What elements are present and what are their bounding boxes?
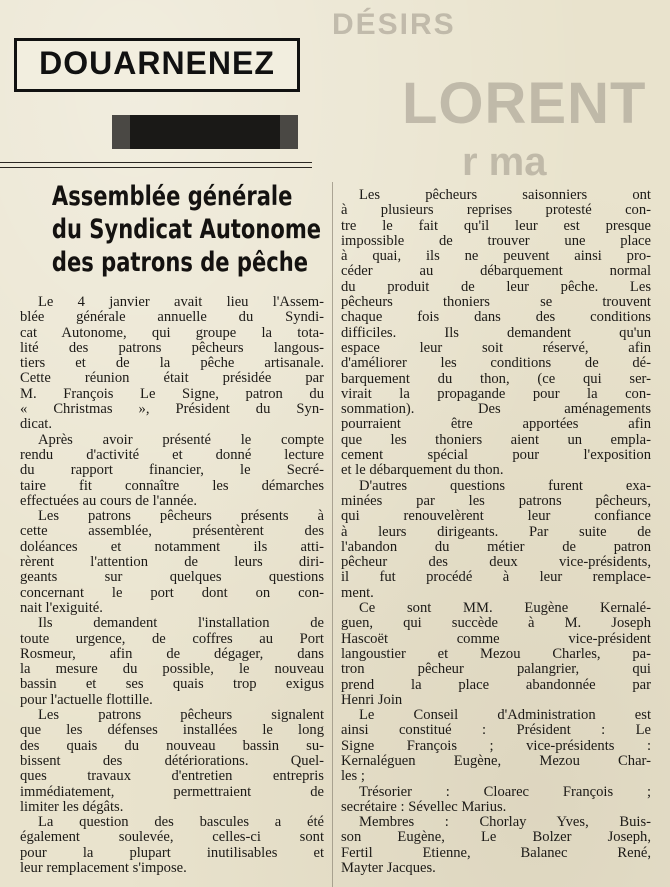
article-line: Signe François ; vice-présidents : bbox=[341, 737, 651, 754]
article-line: tiers et de la pêche artisanale. bbox=[20, 355, 324, 372]
article-line: taire fit connaître les démarches bbox=[20, 477, 324, 494]
article-line: « Christmas », Président du Syn- bbox=[20, 401, 324, 418]
article-line: Cette réunion était présidée par bbox=[20, 370, 324, 387]
article-line: dicat. bbox=[20, 416, 53, 433]
article-line: M. François Le Signe, patron du bbox=[20, 385, 324, 402]
article-line: concernant le port dont on con- bbox=[20, 584, 324, 601]
article-line: difficiles. Ils demandent qu'un bbox=[341, 324, 651, 341]
article-line: Fertil Etienne, Balanec René, bbox=[341, 844, 651, 861]
article-line: les ; bbox=[341, 768, 365, 785]
article-line: tre le fait qu'il leur est presque bbox=[341, 217, 651, 234]
article-line: barquement du thon, (ce qui ser- bbox=[341, 370, 651, 387]
article-line: Hascoët comme vice-président bbox=[341, 630, 651, 647]
article-line: ainsi constitué : Président : Le bbox=[341, 722, 651, 739]
article-line: virait la propagande pour la con- bbox=[341, 385, 651, 402]
article-line: du produit de leur pêche. Les bbox=[341, 278, 651, 295]
article-line: Trésorier : Cloarec François ; bbox=[359, 783, 651, 800]
article-line: leur remplacement s'impose. bbox=[20, 859, 187, 876]
headline-line: des patrons de pêche bbox=[51, 247, 309, 278]
article-line: lité des patrons pêcheurs langous- bbox=[20, 339, 324, 356]
article-line: geants sur quelques questions bbox=[20, 569, 324, 586]
article-line: pêcheur des deux vice-présidents, bbox=[341, 554, 651, 571]
article-line: immédiatement, permettraient de bbox=[20, 783, 324, 800]
article-line: blée générale annuelle du Syndi- bbox=[20, 309, 324, 326]
article-line: impossible de trouver une place bbox=[341, 232, 651, 249]
article-line: Le 4 janvier avait lieu l'Assem- bbox=[38, 294, 324, 310]
header-bar-shade bbox=[112, 115, 130, 149]
article-line: à quai, ils ne peuvent ainsi pro- bbox=[341, 248, 651, 265]
article-line: et le débarquement du thon. bbox=[341, 462, 504, 479]
article-line: bissent des détériorations. Quel- bbox=[20, 752, 324, 769]
show-through-line: r ma bbox=[462, 140, 547, 184]
article-line: tron pêcheur palangrier, qui bbox=[341, 661, 651, 678]
article-line: rendu d'activité et donné lecture bbox=[20, 446, 324, 463]
article-line: d'améliorer les conditions de dé- bbox=[341, 355, 651, 372]
article-line: son Eugène, Le Bolzer Joseph, bbox=[341, 829, 651, 846]
article-line: Les pêcheurs saisonniers ont bbox=[359, 187, 651, 203]
article-line: Kernaléguen Eugène, Mezou Char- bbox=[341, 752, 651, 769]
article-line: Les patrons pêcheurs présents à bbox=[38, 508, 324, 525]
article-line: Henri Join bbox=[341, 691, 403, 708]
article-line: l'abandon du métier de patron bbox=[341, 538, 651, 555]
section-title: DOUARNENEZ bbox=[39, 45, 275, 81]
header-black-bar bbox=[112, 115, 298, 149]
article-column-right bbox=[341, 188, 651, 876]
header-rule bbox=[0, 162, 312, 163]
article-line: rèrent l'attention de leurs diri- bbox=[20, 554, 324, 571]
article-line: que les défenses installées le long bbox=[20, 722, 324, 739]
article-line: Membres : Chorlay Yves, Buis- bbox=[359, 814, 651, 831]
article-line: à plusieurs reprises protesté con- bbox=[341, 202, 651, 219]
show-through-text bbox=[322, 0, 670, 184]
article-line: Les patrons pêcheurs signalent bbox=[38, 707, 324, 724]
headline-line: Assemblée générale bbox=[51, 181, 293, 212]
article-line: bassin et ses quais trop exigus bbox=[20, 676, 324, 693]
header-bar-shade bbox=[280, 115, 298, 149]
article-line: Ils demandent l'installation de bbox=[38, 615, 324, 632]
show-through-line: LORENT bbox=[402, 71, 647, 136]
article-line: La question des bascules a été bbox=[38, 814, 324, 831]
article-line: cette assemblée, présentèrent des bbox=[20, 523, 324, 540]
article-line: effectuées au cours de l'année. bbox=[20, 492, 197, 509]
article-line: D'autres questions furent exa- bbox=[359, 477, 651, 494]
article-line: toute urgence, de coffres au Port bbox=[20, 630, 324, 647]
article-line: il fut procédé à leur remplace- bbox=[341, 569, 651, 586]
article-line: pour l'actuelle flottille. bbox=[20, 691, 153, 708]
header-rule bbox=[0, 167, 312, 168]
article-column-left bbox=[20, 295, 324, 876]
article-line: pour la plupart inutilisables et bbox=[20, 844, 324, 861]
section-header-box bbox=[14, 38, 300, 92]
article-line: qui renouvelèrent leur confiance bbox=[341, 508, 651, 525]
article-line: que les thoniers aient un empla- bbox=[341, 431, 651, 448]
article-line: à leurs dirigeants. Par suite de bbox=[341, 523, 651, 540]
article-line: sommation). Des aménagements bbox=[341, 401, 651, 418]
article-line: des quais du nouveau bassin su- bbox=[20, 737, 324, 754]
article-line: céder au débarquement normal bbox=[341, 263, 651, 280]
headline bbox=[51, 180, 322, 279]
article-line: du rapport financier, le Secré- bbox=[20, 462, 324, 479]
article-line: limiter les dégâts. bbox=[20, 798, 124, 815]
article-line: nait l'exiguité. bbox=[20, 599, 103, 616]
article-line: Le Conseil d'Administration est bbox=[359, 707, 651, 724]
article-line: cat Autonome, qui groupe la tota- bbox=[20, 324, 324, 341]
article-line: Après avoir présenté le compte bbox=[38, 431, 324, 448]
column-divider bbox=[332, 182, 333, 887]
article-line: également soulevée, celles-ci sont bbox=[20, 829, 324, 846]
article-line: chaque fois dans des conditions bbox=[341, 309, 651, 326]
article-line: prend la place abandonnée par bbox=[341, 676, 651, 693]
article-line: cement spécial pour l'exposition bbox=[341, 447, 651, 464]
article-line: Rosmeur, afin de dégager, dans bbox=[20, 645, 324, 662]
headline-line: du Syndicat Autonome bbox=[51, 214, 322, 245]
article-line: espace leur soit réservé, afin bbox=[341, 339, 651, 356]
article-line: guen, qui succède à M. Joseph bbox=[341, 615, 651, 632]
article-line: ques travaux d'entretien entrepris bbox=[20, 768, 324, 785]
article-line: pêcheurs thoniers se trouvent bbox=[341, 294, 651, 311]
article-line: pourraient être apportées afin bbox=[341, 416, 651, 433]
article-line: Ce sont MM. Eugène Kernalé- bbox=[359, 600, 651, 617]
article-line: doléances et notamment ils atti- bbox=[20, 538, 324, 555]
article-line: langoustier et Mezou Charles, pa- bbox=[341, 645, 651, 662]
article-line: ment. bbox=[341, 584, 374, 601]
show-through-line: DÉSIRS bbox=[332, 8, 456, 41]
article-line: minées par les patrons pêcheurs, bbox=[341, 492, 651, 509]
article-line: secrétaire : Sévellec Marius. bbox=[341, 798, 507, 815]
article-line: Mayter Jacques. bbox=[341, 860, 436, 877]
article-line: la mesure du possible, le nouveau bbox=[20, 661, 324, 678]
